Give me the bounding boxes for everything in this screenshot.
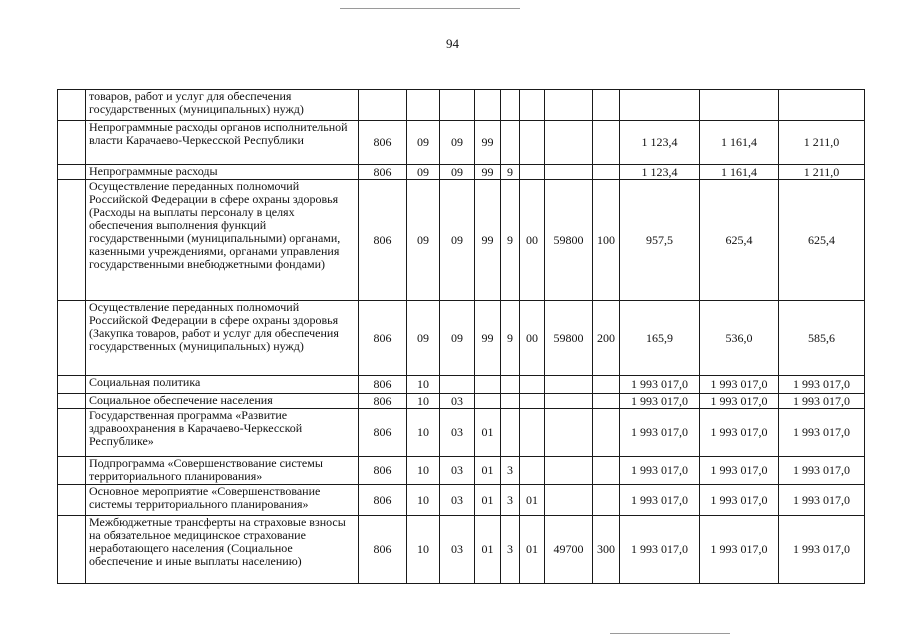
table-row bbox=[58, 485, 865, 516]
cell-amount-1: 957,5 bbox=[620, 180, 700, 301]
cell-program: 99 bbox=[475, 301, 501, 376]
cell-program: 99 bbox=[475, 180, 501, 301]
cell-section: 09 bbox=[407, 301, 440, 376]
cell-amount-2: 1 993 017,0 bbox=[700, 409, 779, 457]
scan-artifact-bottom bbox=[610, 633, 730, 634]
cell-amount-1: 1 123,4 bbox=[620, 165, 700, 180]
cell-direction: 49700 bbox=[545, 516, 593, 584]
cell-subsection: 09 bbox=[440, 165, 475, 180]
cell-expense-type bbox=[593, 394, 620, 409]
cell-amount-1 bbox=[620, 90, 700, 121]
cell-subsection: 03 bbox=[440, 516, 475, 584]
cell-subsection: 03 bbox=[440, 394, 475, 409]
cell-amount-3 bbox=[779, 90, 865, 121]
table-row bbox=[58, 409, 865, 457]
cell-program bbox=[475, 394, 501, 409]
cell-program: 01 bbox=[475, 457, 501, 485]
cell-name: Межбюджетные трансферты на страховые взносы на обязательное медицинское страхование неработающего населения (Социальное обеспечение и иные выплаты населению) bbox=[86, 516, 359, 584]
cell-direction bbox=[545, 457, 593, 485]
cell-amount-3: 1 993 017,0 bbox=[779, 409, 865, 457]
cell-main-event bbox=[520, 90, 545, 121]
cell-subsection bbox=[440, 376, 475, 394]
cell-program: 01 bbox=[475, 409, 501, 457]
cell-expense-type: 100 bbox=[593, 180, 620, 301]
cell-subprogram: 9 bbox=[501, 301, 520, 376]
table-row bbox=[58, 121, 865, 165]
row-number-cell bbox=[58, 376, 86, 394]
cell-amount-3: 1 211,0 bbox=[779, 165, 865, 180]
cell-direction bbox=[545, 165, 593, 180]
cell-direction bbox=[545, 376, 593, 394]
cell-subprogram bbox=[501, 376, 520, 394]
table-row bbox=[58, 457, 865, 485]
cell-amount-3: 625,4 bbox=[779, 180, 865, 301]
cell-section: 10 bbox=[407, 394, 440, 409]
cell-main-event bbox=[520, 457, 545, 485]
cell-main-event bbox=[520, 394, 545, 409]
cell-name: Социальная политика bbox=[86, 376, 359, 394]
row-number-cell bbox=[58, 485, 86, 516]
row-number-cell bbox=[58, 90, 86, 121]
row-number-cell bbox=[58, 165, 86, 180]
row-number-cell bbox=[58, 516, 86, 584]
cell-ministry: 806 bbox=[359, 376, 407, 394]
cell-subprogram bbox=[501, 121, 520, 165]
cell-main-event bbox=[520, 376, 545, 394]
cell-expense-type bbox=[593, 409, 620, 457]
cell-section: 09 bbox=[407, 121, 440, 165]
row-number-cell bbox=[58, 394, 86, 409]
cell-ministry: 806 bbox=[359, 457, 407, 485]
cell-direction bbox=[545, 121, 593, 165]
cell-main-event bbox=[520, 409, 545, 457]
cell-amount-2: 1 993 017,0 bbox=[700, 516, 779, 584]
cell-subprogram: 9 bbox=[501, 180, 520, 301]
cell-section bbox=[407, 90, 440, 121]
cell-name: Государственная программа «Развитие здравоохранения в Карачаево-Черкесской Республике» bbox=[86, 409, 359, 457]
cell-subsection: 03 bbox=[440, 457, 475, 485]
cell-direction bbox=[545, 394, 593, 409]
cell-subprogram: 3 bbox=[501, 516, 520, 584]
cell-subprogram: 9 bbox=[501, 165, 520, 180]
cell-amount-3: 1 993 017,0 bbox=[779, 485, 865, 516]
cell-program: 01 bbox=[475, 485, 501, 516]
cell-name: товаров, работ и услуг для обеспечения государственных (муниципальных) нужд) bbox=[86, 90, 359, 121]
cell-direction: 59800 bbox=[545, 301, 593, 376]
cell-amount-2 bbox=[700, 90, 779, 121]
table-row bbox=[58, 301, 865, 376]
cell-main-event: 01 bbox=[520, 485, 545, 516]
cell-direction bbox=[545, 485, 593, 516]
cell-amount-2: 1 993 017,0 bbox=[700, 394, 779, 409]
cell-name: Непрограммные расходы органов исполнительной власти Карачаево-Черкесской Республики bbox=[86, 121, 359, 165]
cell-name: Основное мероприятие «Совершенствование системы территориального планирования» bbox=[86, 485, 359, 516]
cell-amount-3: 1 993 017,0 bbox=[779, 376, 865, 394]
cell-program: 99 bbox=[475, 121, 501, 165]
cell-program: 01 bbox=[475, 516, 501, 584]
cell-amount-1: 1 993 017,0 bbox=[620, 376, 700, 394]
cell-section: 09 bbox=[407, 165, 440, 180]
row-number-cell bbox=[58, 121, 86, 165]
cell-ministry bbox=[359, 90, 407, 121]
cell-main-event: 00 bbox=[520, 180, 545, 301]
cell-amount-1: 1 993 017,0 bbox=[620, 516, 700, 584]
cell-amount-3: 585,6 bbox=[779, 301, 865, 376]
cell-expense-type: 200 bbox=[593, 301, 620, 376]
cell-amount-1: 1 993 017,0 bbox=[620, 394, 700, 409]
row-number-cell bbox=[58, 301, 86, 376]
cell-expense-type bbox=[593, 457, 620, 485]
table-row bbox=[58, 516, 865, 584]
cell-subprogram: 3 bbox=[501, 457, 520, 485]
cell-subsection: 03 bbox=[440, 409, 475, 457]
table-row bbox=[58, 90, 865, 121]
cell-amount-1: 1 993 017,0 bbox=[620, 457, 700, 485]
cell-ministry: 806 bbox=[359, 394, 407, 409]
cell-ministry: 806 bbox=[359, 516, 407, 584]
cell-main-event: 01 bbox=[520, 516, 545, 584]
cell-name: Непрограммные расходы bbox=[86, 165, 359, 180]
cell-expense-type bbox=[593, 90, 620, 121]
cell-amount-1: 165,9 bbox=[620, 301, 700, 376]
cell-section: 10 bbox=[407, 516, 440, 584]
row-number-cell bbox=[58, 409, 86, 457]
cell-expense-type bbox=[593, 376, 620, 394]
cell-direction: 59800 bbox=[545, 180, 593, 301]
cell-subsection: 09 bbox=[440, 180, 475, 301]
cell-amount-1: 1 993 017,0 bbox=[620, 409, 700, 457]
row-number-cell bbox=[58, 457, 86, 485]
cell-amount-3: 1 993 017,0 bbox=[779, 516, 865, 584]
cell-section: 10 bbox=[407, 485, 440, 516]
cell-expense-type bbox=[593, 121, 620, 165]
cell-ministry: 806 bbox=[359, 301, 407, 376]
cell-direction bbox=[545, 90, 593, 121]
cell-main-event bbox=[520, 165, 545, 180]
budget-table bbox=[57, 89, 865, 584]
cell-amount-2: 1 161,4 bbox=[700, 121, 779, 165]
cell-expense-type bbox=[593, 485, 620, 516]
cell-name: Осуществление переданных полномочий Российской Федерации в сфере охраны здоровья (Расходы на выплаты персоналу в целях обеспечения выполнения функций государственными (муниципальными) органами, казенными учреждениями, органами управления государственными внебюджетными фондами) bbox=[86, 180, 359, 301]
cell-program: 99 bbox=[475, 165, 501, 180]
cell-subsection: 09 bbox=[440, 121, 475, 165]
cell-section: 10 bbox=[407, 409, 440, 457]
table-row bbox=[58, 180, 865, 301]
cell-subprogram bbox=[501, 394, 520, 409]
cell-amount-3: 1 993 017,0 bbox=[779, 457, 865, 485]
cell-amount-3: 1 211,0 bbox=[779, 121, 865, 165]
cell-ministry: 806 bbox=[359, 485, 407, 516]
cell-ministry: 806 bbox=[359, 165, 407, 180]
cell-name: Подпрограмма «Совершенствование системы территориального планирования» bbox=[86, 457, 359, 485]
cell-amount-1: 1 123,4 bbox=[620, 121, 700, 165]
cell-section: 10 bbox=[407, 376, 440, 394]
cell-program bbox=[475, 90, 501, 121]
cell-amount-2: 1 161,4 bbox=[700, 165, 779, 180]
cell-subsection: 03 bbox=[440, 485, 475, 516]
cell-name: Социальное обеспечение населения bbox=[86, 394, 359, 409]
cell-subprogram bbox=[501, 90, 520, 121]
cell-expense-type: 300 bbox=[593, 516, 620, 584]
cell-subsection bbox=[440, 90, 475, 121]
cell-amount-2: 1 993 017,0 bbox=[700, 485, 779, 516]
cell-amount-2: 625,4 bbox=[700, 180, 779, 301]
table-row bbox=[58, 165, 865, 180]
cell-section: 09 bbox=[407, 180, 440, 301]
cell-ministry: 806 bbox=[359, 121, 407, 165]
cell-subsection: 09 bbox=[440, 301, 475, 376]
cell-amount-1: 1 993 017,0 bbox=[620, 485, 700, 516]
cell-expense-type bbox=[593, 165, 620, 180]
page-number: 94 bbox=[446, 36, 459, 51]
cell-ministry: 806 bbox=[359, 180, 407, 301]
cell-main-event: 00 bbox=[520, 301, 545, 376]
table-row bbox=[58, 376, 865, 394]
cell-name: Осуществление переданных полномочий Российской Федерации в сфере охраны здоровья (Закупка товаров, работ и услуг для обеспечения государственных (муниципальных) нужд) bbox=[86, 301, 359, 376]
cell-ministry: 806 bbox=[359, 409, 407, 457]
row-number-cell bbox=[58, 180, 86, 301]
cell-program bbox=[475, 376, 501, 394]
cell-subprogram bbox=[501, 409, 520, 457]
cell-amount-2: 1 993 017,0 bbox=[700, 457, 779, 485]
cell-section: 10 bbox=[407, 457, 440, 485]
table-row bbox=[58, 394, 865, 409]
cell-subprogram: 3 bbox=[501, 485, 520, 516]
cell-amount-2: 1 993 017,0 bbox=[700, 376, 779, 394]
table-body bbox=[58, 90, 865, 584]
cell-amount-2: 536,0 bbox=[700, 301, 779, 376]
cell-amount-3: 1 993 017,0 bbox=[779, 394, 865, 409]
cell-direction bbox=[545, 409, 593, 457]
cell-main-event bbox=[520, 121, 545, 165]
scan-artifact-top bbox=[340, 8, 520, 9]
